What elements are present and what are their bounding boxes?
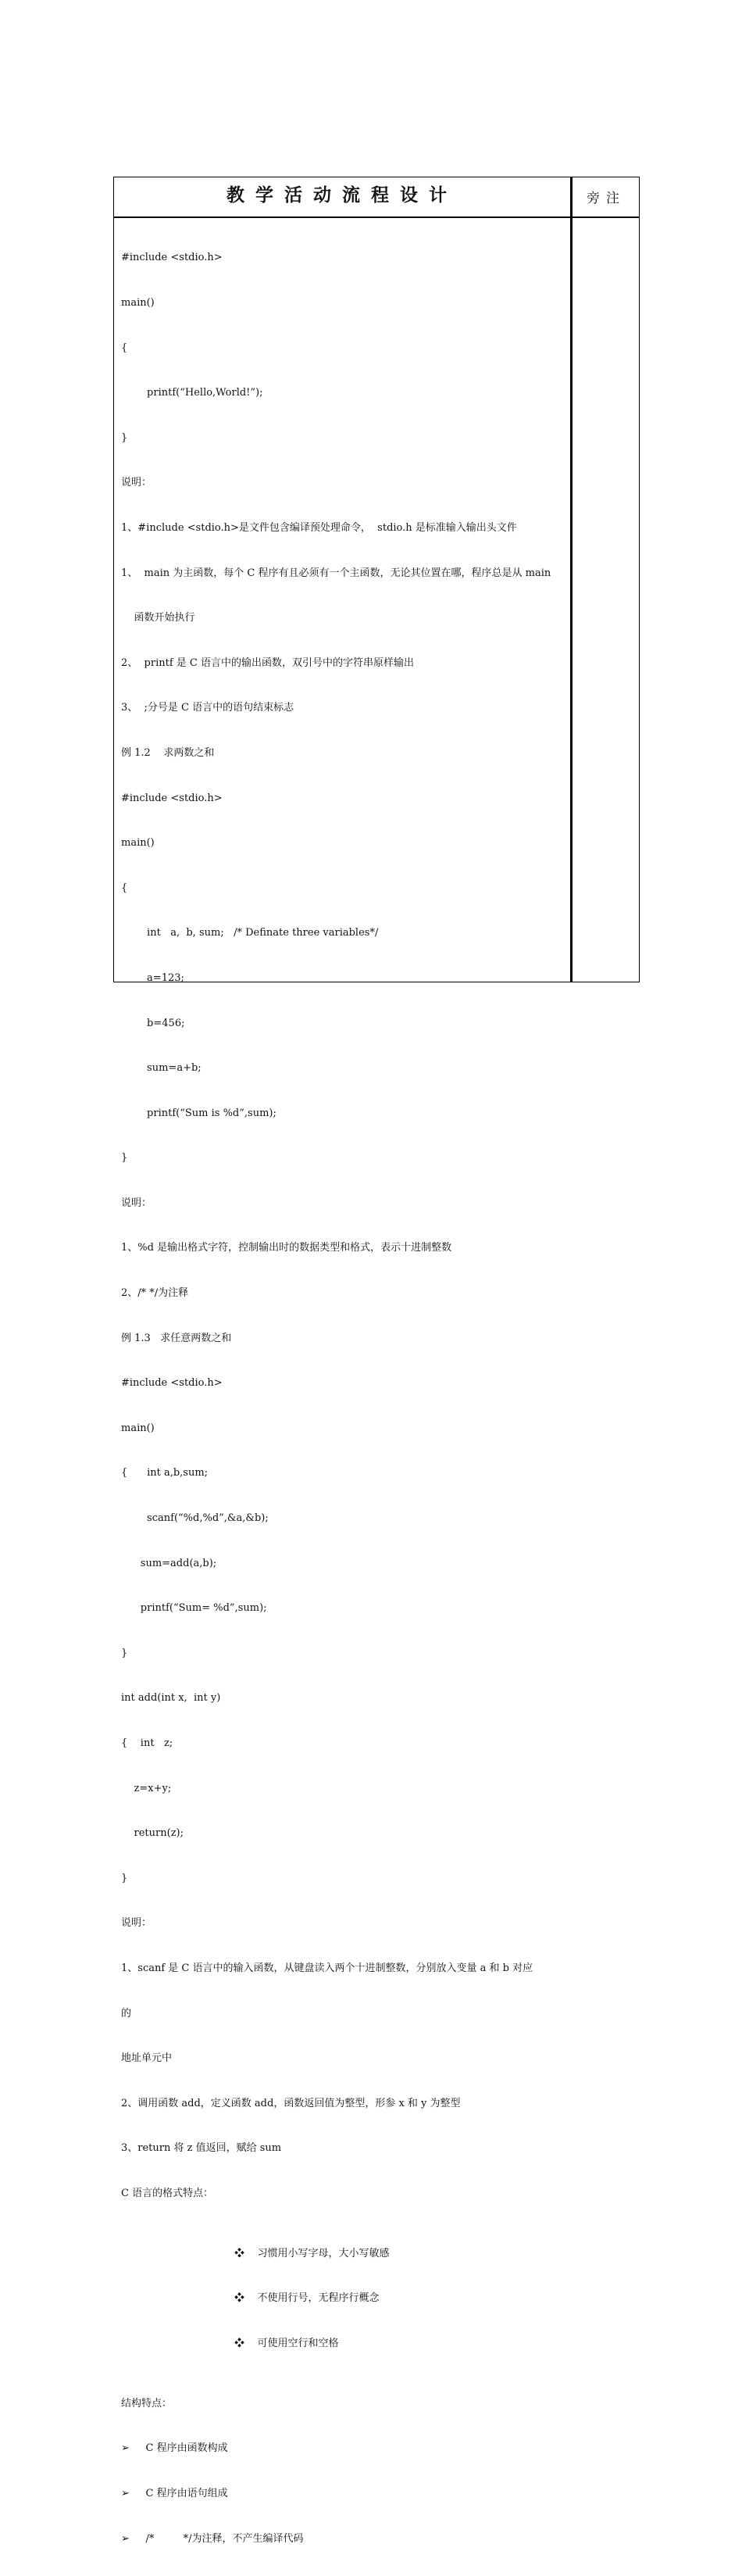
format-feature-item: ❖ 不使用行号，无程序行概念 (234, 2292, 380, 2305)
content-line: return(z); (121, 1827, 184, 1840)
content-line: 2、 printf 是 C 语言中的输出函数，双引号中的字符串原样输出 (121, 657, 414, 669)
content-line: main() (121, 837, 155, 850)
content-line: 1、%d 是输出格式字符，控制输出时的数据类型和格式，表示十进制整数 (121, 1242, 452, 1254)
content-line: printf(“Sum is %d”,sum); (121, 1107, 276, 1119)
content-line: 1、scanf 是 C 语言中的输入函数，从键盘读入两个十进制整数，分别放入变量 a 和 b 对应 (121, 1962, 533, 1974)
content-line: 说明： (121, 1197, 152, 1209)
content-line: 说明： (121, 1917, 152, 1930)
content-line: C 语言的格式特点： (121, 2187, 214, 2199)
content-line: printf(“Sum= %d”,sum); (121, 1602, 267, 1615)
content-line: printf(“Hello,World!”); (121, 387, 263, 399)
lesson-content (121, 220, 566, 2576)
structure-title: 结构特点： (121, 2397, 173, 2410)
content-line: 2、/* */为注释 (121, 1287, 189, 1300)
content-line: { (121, 342, 128, 354)
structure-feature-item: ➢ C 程序由函数构成 (121, 2442, 228, 2455)
content-line: 的 (121, 2007, 132, 2020)
format-feature-item: ❖ 习惯用小写字母，大小写敏感 (234, 2247, 390, 2259)
content-line: 2、调用函数 add，定义函数 add，函数返回值为整型，形参 x 和 y 为整型 (121, 2097, 461, 2109)
content-line: sum=a+b; (121, 1062, 202, 1075)
content-line: 说明： (121, 477, 152, 489)
content-line: 例 1.2 求两数之和 (121, 746, 215, 759)
content-line: main() (121, 297, 155, 309)
content-line: int add(int x, int y) (121, 1692, 221, 1705)
content-line: #include <stdio.h> (121, 252, 223, 264)
content-line: main() (121, 1422, 155, 1434)
content-line: sum=add(a,b); (121, 1557, 217, 1569)
table-title: 教学活动流程设计 (227, 184, 458, 206)
content-line: int a, b, sum; /* Definate three variables*/ (121, 927, 379, 939)
content-line: } (121, 1647, 128, 1659)
content-line: 3、 ;分号是 C 语言中的语句结束标志 (121, 702, 294, 714)
content-line: scanf(“%d,%d”,&a,&b); (121, 1512, 269, 1525)
content-line: #include <stdio.h> (121, 1377, 223, 1390)
content-line: 地址单元中 (121, 2052, 173, 2065)
header-divider (114, 216, 639, 218)
format-feature-item: ❖ 可使用空行和空格 (234, 2337, 339, 2349)
structure-feature-item: ➢ C 程序由语句组成 (121, 2487, 228, 2499)
content-line: #include <stdio.h> (121, 792, 223, 804)
content-line: } (121, 1152, 128, 1165)
content-line: { int z; (121, 1737, 173, 1749)
content-line: 函数开始执行 (121, 612, 195, 624)
content-line: } (121, 431, 128, 444)
content-line: b=456; (121, 1017, 185, 1029)
column-divider (570, 177, 573, 982)
content-line: 例 1.3 求任意两数之和 (121, 1332, 232, 1344)
content-line: } (121, 1872, 128, 1884)
content-line: { (121, 882, 128, 894)
content-line: { int a,b,sum; (121, 1467, 209, 1479)
content-line: z=x+y; (121, 1782, 172, 1794)
structure-feature-item: ➢ /* */为注释，不产生编译代码 (121, 2532, 304, 2545)
content-line: 1、 main 为主函数，每个 C 程序有且必须有一个主函数，无论其位置在哪，程序总是从 main (121, 567, 551, 579)
content-line: 1、#include <stdio.h>是文件包含编译预处理命令， stdio.h 是标准输入输出头文件 (121, 521, 517, 534)
lesson-table (113, 177, 640, 2545)
content-line: a=123; (121, 971, 184, 984)
side-notes-header: 旁注 (587, 191, 626, 206)
content-line: 3、return 将 z 值返回，赋给 sum (121, 2142, 282, 2155)
